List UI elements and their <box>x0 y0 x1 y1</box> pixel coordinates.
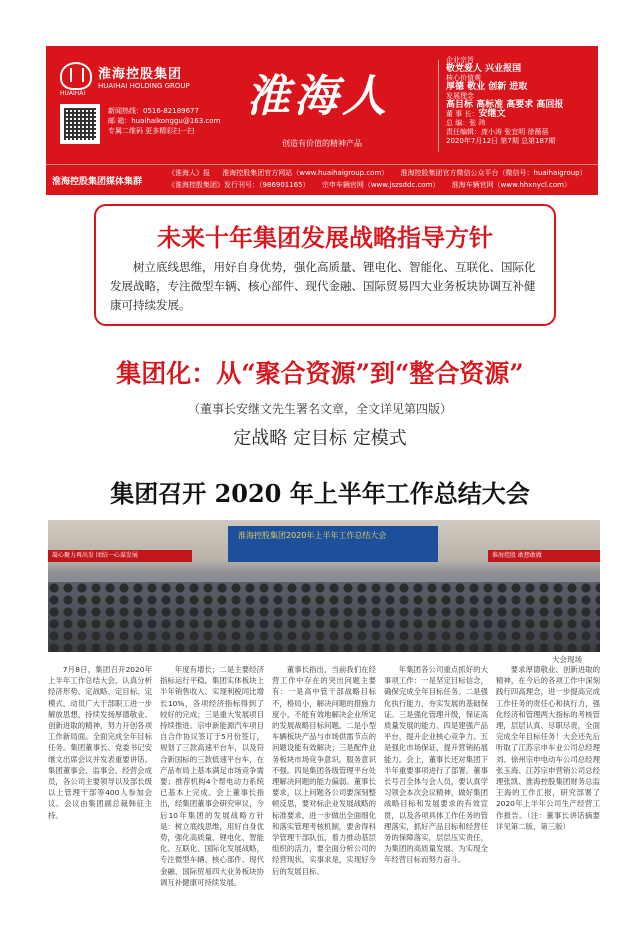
media-item: 宗申车辆官网（www.jszsddc.com） <box>321 181 440 189</box>
hotline: 新闻热线：0516-82189677 <box>108 107 199 115</box>
company-name-cn: 淮海控股集团 <box>98 66 183 82</box>
media-item: 《淮海人》报 <box>168 169 210 177</box>
guide-text: 树立底线思维，用好自身优势，强化高质量、锂电化、智能化、互联化、国际化发展战略，专注微型车辆、核心部件、现代金融、国际贸易四大业务板块协调互补健康可持续发展。 <box>110 260 536 312</box>
info-label: 董 事 长： <box>446 110 479 118</box>
info-value: 庞小涛 张宜明 徐薇蓓 <box>481 128 549 136</box>
article1-headline: 集团化：从“聚合资源”到“整合资源” <box>116 359 524 388</box>
masthead <box>46 46 598 194</box>
article-paragraph: 要求厚德敬业、创新进取的精神，在今后的各项工作中深刻践行四高理念，进一步提高完成工作任务的责任心和执行力，强化经济和管理两大指标的考核管理，层层认真、尽职尽责，全面完成全年目标任务！大会还先后听取了江苏宗申车业公司总经理刘、徐州宗申电动车公司总经理张玉海、江苏宗申营销公司总经理张凯、淮海控股集团财务总监王海的工作汇报，研究部署了2020年上半年公司生产经营工作报告。（注：董事长讲话摘要详见第二版、第三版） <box>496 665 600 831</box>
info-value: 高目标 高标准 高要求 高回报 <box>446 100 564 110</box>
info-value: 厚德 敬业 创新 进取 <box>446 82 528 92</box>
media-item: 淮海控股集团官方网站（www.huaihaigroup.com） <box>222 169 389 177</box>
info-label: 企业宗旨 <box>446 56 474 64</box>
article-column <box>496 664 600 924</box>
media-bar <box>46 164 598 195</box>
email: 邮 箱：huaihaikonggu@163.com <box>108 117 221 125</box>
photo-banner-right: 淮海控股 敢想敢做 <box>488 550 600 562</box>
newspaper-title: 淮海人 <box>246 71 390 122</box>
article-column <box>160 664 264 924</box>
media-item: 淮海控股集团官方微信公众平台（微信号：huaihaigroup） <box>400 169 587 177</box>
qr-code-icon <box>60 104 100 144</box>
article-columns <box>48 664 600 924</box>
company-small-label: HUAIHAI <box>60 90 86 97</box>
article-column <box>272 664 376 924</box>
media-name: 淮海控股集团媒体集群 <box>52 177 143 187</box>
info-value: 张 玮 <box>469 119 486 127</box>
article-column <box>48 664 152 924</box>
masthead-info <box>446 56 596 146</box>
info-label: 核心价值观 <box>446 74 481 82</box>
article-paragraph: 董事长指出，当前我们在经营工作中存在的突出问题主要有：一是高中管干部战略目标不，格局小，解决问题的措施力度小，不能有效地解决企业所定的发展战略目标问题。二是小型车辆板块产品与市场供需节点的问题设能有效解决；三是配件业务板块市场竞争意识，服务意识不强。四是集团各级管理平台处理解决问题的能力偏弱。董事长要求，以上问题各公司要深刻整顿反思，要对标企业发展战略的标准要求，进一步做出全面细化和落实管理考核机制，要舍得科学管理干部队伍，着力推动基层组织的活力，要全面分析公司的经营现状，实事求是，实现好今后的发展目标。 <box>272 665 376 876</box>
photo-banner-left: 凝心聚力再出发 团结一心谋发展 <box>48 550 192 562</box>
guide-title: 未来十年集团发展战略指导方针 <box>157 223 493 252</box>
info-label: 发展理念 <box>446 92 474 100</box>
info-label: 责任编辑： <box>446 128 481 136</box>
photo-audience <box>48 582 600 652</box>
info-value: 安继文 <box>478 109 506 119</box>
masthead-divider <box>438 60 439 152</box>
qr-note: 专属二维码 更多精彩扫一扫 <box>108 127 195 135</box>
article-paragraph: 年集团各公司重点抓好的大事项工作：一是坚定目标信念，确保完成全年目标任务。二是强化执行能力，夯实发展的基础保证。三是强化管理升级，保证高质量发展的能力。四是建强产品平台，提升企业核心竞争力。五是强化市场保证，提升营销拓展能力。会上，董事长还对集团下半年重要事项进行了部署。董事长号召全体与会人员，要认真学习领会本次会议精神，做好集团战略目标和发展要求的有效宣贯，以及各项具体工作任务的管理落实，抓好产品目标和经营任务的保障落实，层层压实责任，为集团的高质量发展、为实现全年经营目标而努力奋斗。 <box>384 665 488 865</box>
company-logo <box>60 62 190 90</box>
media-list <box>168 167 597 191</box>
article2-headline: 集团召开 2020 年上半年工作总结大会 <box>110 479 530 508</box>
contact-info <box>108 106 220 136</box>
article-column <box>384 664 488 924</box>
meeting-photo <box>48 520 600 652</box>
media-item: 《淮海控股集团》发行刊号：（986901165） <box>168 181 310 189</box>
article2-kicker: 定战略 定目标 定模式 <box>233 428 407 449</box>
article1-subheadline: （董事长安继文先生署名文章，全文详见第四版） <box>187 402 452 416</box>
newspaper-slogan: 创造有价值的精神产品 <box>282 139 362 148</box>
info-value: 敬党爱人 兴业报国 <box>446 64 522 74</box>
article-paragraph: 7月8日，集团召开2020年上半年工作总结大会。认真分析经济形势、定战略、定目标、定模式，动员广大干部职工进一步解放思想，持续发扬厚德敬业、创新进取的精神，努力开创各项工作新局面。全面完成全年目标任务。集团董事长、党委书记安继文出席会议并发表重要讲话。集团董事会、监事会、经营会成员，各公司主要领导以及部长级以上管理干部等400人参加会议。会议由集团副总裁韩征主持。 <box>48 665 152 820</box>
photo-stage-text: 淮海控股集团2020年上半年工作总结大会 <box>238 531 387 540</box>
media-item: 淮海车辆官网（www.hhxnycl.com） <box>451 181 571 189</box>
photo-caption: 大会现场 <box>552 655 582 664</box>
info-label: 总 编： <box>446 119 470 127</box>
issue-date: 2020年7月12日 第7期 总第187期 <box>446 137 556 145</box>
article-paragraph: 年度有增长；二是主要经济指标运行平稳。集团实体板块上半年销售收入、实现利税同比增长10%，各项经济指标得到了较好的完成；三是重大发展项目持续推进。宗申新能源汽车项目自合作协议签订于5月份签订，规划了三款高速平台车，以及符合新国标的三款低速平台车，在产品布局上基本满足市场竞争需要；推荐机构4个帮电动力系统已基本上完成。会上董事长指出，经集团董事会研究审议，今后10年集团的发展战略方针是：树立底线思维，用好自身优势，强化高质量、锂电化、智能化、互联化、国际化发展战略，专注微型车辆、核心部件、现代金融、国际贸易四大业务板块协调互补健康可持续发展。 <box>160 665 264 887</box>
strategy-guide-box <box>94 204 556 326</box>
company-logo-icon <box>60 62 92 90</box>
company-name-en: HUAIHAI HOLDING GROUP <box>98 81 190 90</box>
